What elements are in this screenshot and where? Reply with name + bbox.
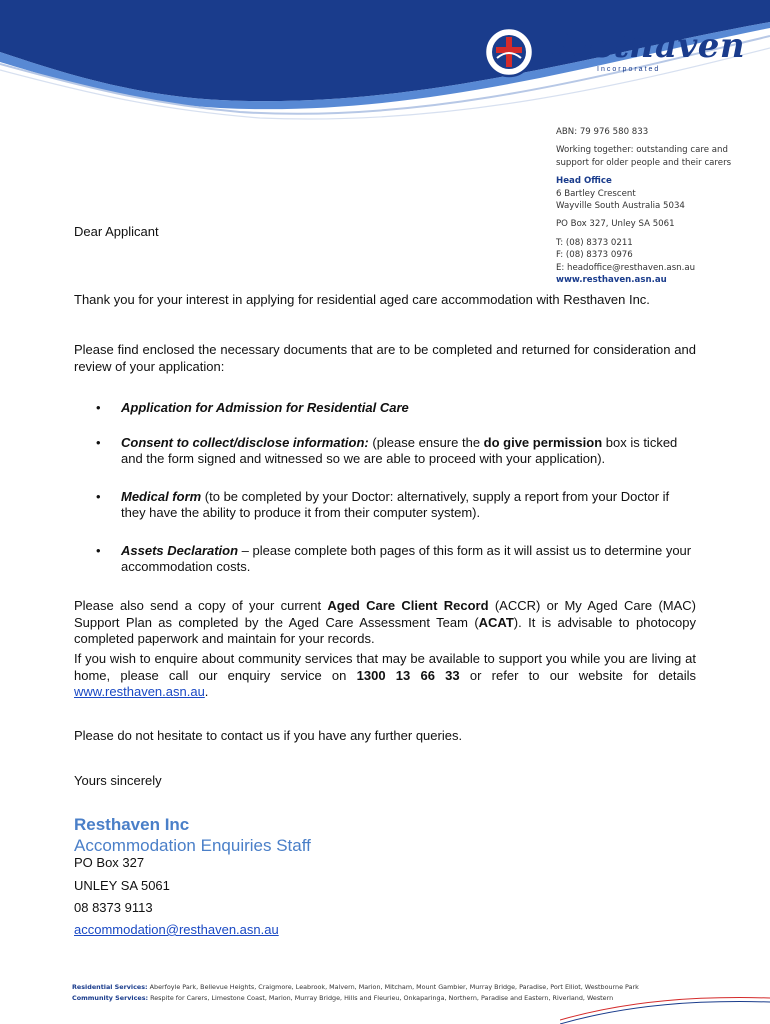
fax: F: (08) 8373 0976 — [556, 250, 633, 261]
closing: Yours sincerely — [74, 773, 162, 788]
item-title: Consent to collect/disclose information: — [121, 434, 369, 450]
contact-block — [556, 126, 766, 286]
community-services: Community Services: Respite for Carers, Limestone Coast, Marion, Murray Bridge, Hills and Fleurieu, Onkaparinga, Northern, Paradise and Eastern, Riverland, Western — [72, 994, 614, 1002]
signature-org: Resthaven Inc — [74, 815, 190, 834]
paragraph-accr: Please also send a copy of your current Aged Care Client Record (ACCR) or My Aged Care (MAC) Support Plan as completed by the Aged Care Assessment Team (ACAT). It is advisable to photocopy completed paperwork and maintain for your records. — [74, 598, 697, 646]
item-title: Assets Declaration — [121, 542, 239, 558]
website-link[interactable]: www.resthaven.asn.au — [74, 684, 205, 699]
signature-phone: 08 8373 9113 — [74, 900, 153, 915]
logo-emblem-icon — [483, 26, 535, 78]
list-item — [74, 543, 696, 576]
address-line-2: Wayville South Australia 5034 — [556, 201, 685, 212]
tagline-line-2: support for older people and their carers — [556, 157, 732, 168]
paragraph-documents: Please find enclosed the necessary documents that are to be completed and returned for consideration and review of your application: — [74, 342, 696, 374]
signature-email-line — [74, 922, 279, 937]
item-title: Application for Admission for Residential Care — [121, 400, 409, 415]
item-text: box is ticked and the form signed and witnessed so we are able to proceed with your application). — [121, 434, 678, 466]
residential-services: Residential Services: Aberfoyle Park, Bellevue Heights, Craigmore, Leabrook, Malvern, Marion, Mitcham, Mount Gambier, Murray Bridge, Paradise, Port Elliot, Westbourne Park — [72, 983, 639, 991]
phone: T: (08) 8373 0211 — [556, 237, 633, 248]
item-title: Medical form — [121, 488, 202, 504]
signature-po-box: PO Box 327 — [74, 855, 145, 870]
item-text: – please complete both pages of this form as it will assist us to determine your accommodation costs. — [121, 542, 692, 574]
signature-suburb: UNLEY SA 5061 — [74, 878, 170, 893]
abn: ABN: 79 976 580 833 — [556, 127, 649, 137]
logo-subtitle: Incorporated — [597, 66, 661, 73]
paragraph-community: If you wish to enquire about community services that may be available to support you while you are living at home, please call our enquiry service on 1300 13 66 33 or refer to our website for details www.resthaven.asn.au. — [74, 651, 697, 699]
tagline-line-1: Working together: outstanding care and — [556, 145, 728, 156]
po-box: PO Box 327, Unley SA 5061 — [556, 219, 675, 230]
signature-dept: Accommodation Enquiries Staff — [74, 836, 311, 855]
salutation: Dear Applicant — [74, 224, 159, 239]
website: www.resthaven.asn.au — [556, 275, 667, 286]
item-text: (to be completed by your Doctor: alternatively, supply a report from your Doctor if they have the ability to produce it from their computer system). — [121, 488, 670, 520]
address-line-1: 6 Bartley Crescent — [556, 188, 636, 199]
item-text: (please ensure the — [368, 434, 484, 450]
item-bold: do give permission — [483, 434, 603, 450]
enquiry-phone: 1300 13 66 33 — [356, 667, 460, 683]
email: E: headoffice@resthaven.asn.au — [556, 262, 696, 273]
resthaven-logo — [483, 26, 746, 82]
paragraph-intro: Thank you for your interest in applying for residential aged care accommodation with Resthaven Inc. — [74, 292, 650, 307]
paragraph-queries: Please do not hesitate to contact us if you have any further queries. — [74, 728, 463, 743]
documents-list — [74, 400, 696, 576]
logo-wordmark: Resthaven — [543, 26, 746, 66]
signature-email-link[interactable]: accommodation@resthaven.asn.au — [74, 922, 279, 937]
office-heading: Head Office — [556, 176, 612, 187]
list-item — [74, 400, 696, 417]
list-item — [74, 489, 696, 522]
footer-services — [72, 982, 762, 1004]
list-item — [74, 435, 696, 468]
